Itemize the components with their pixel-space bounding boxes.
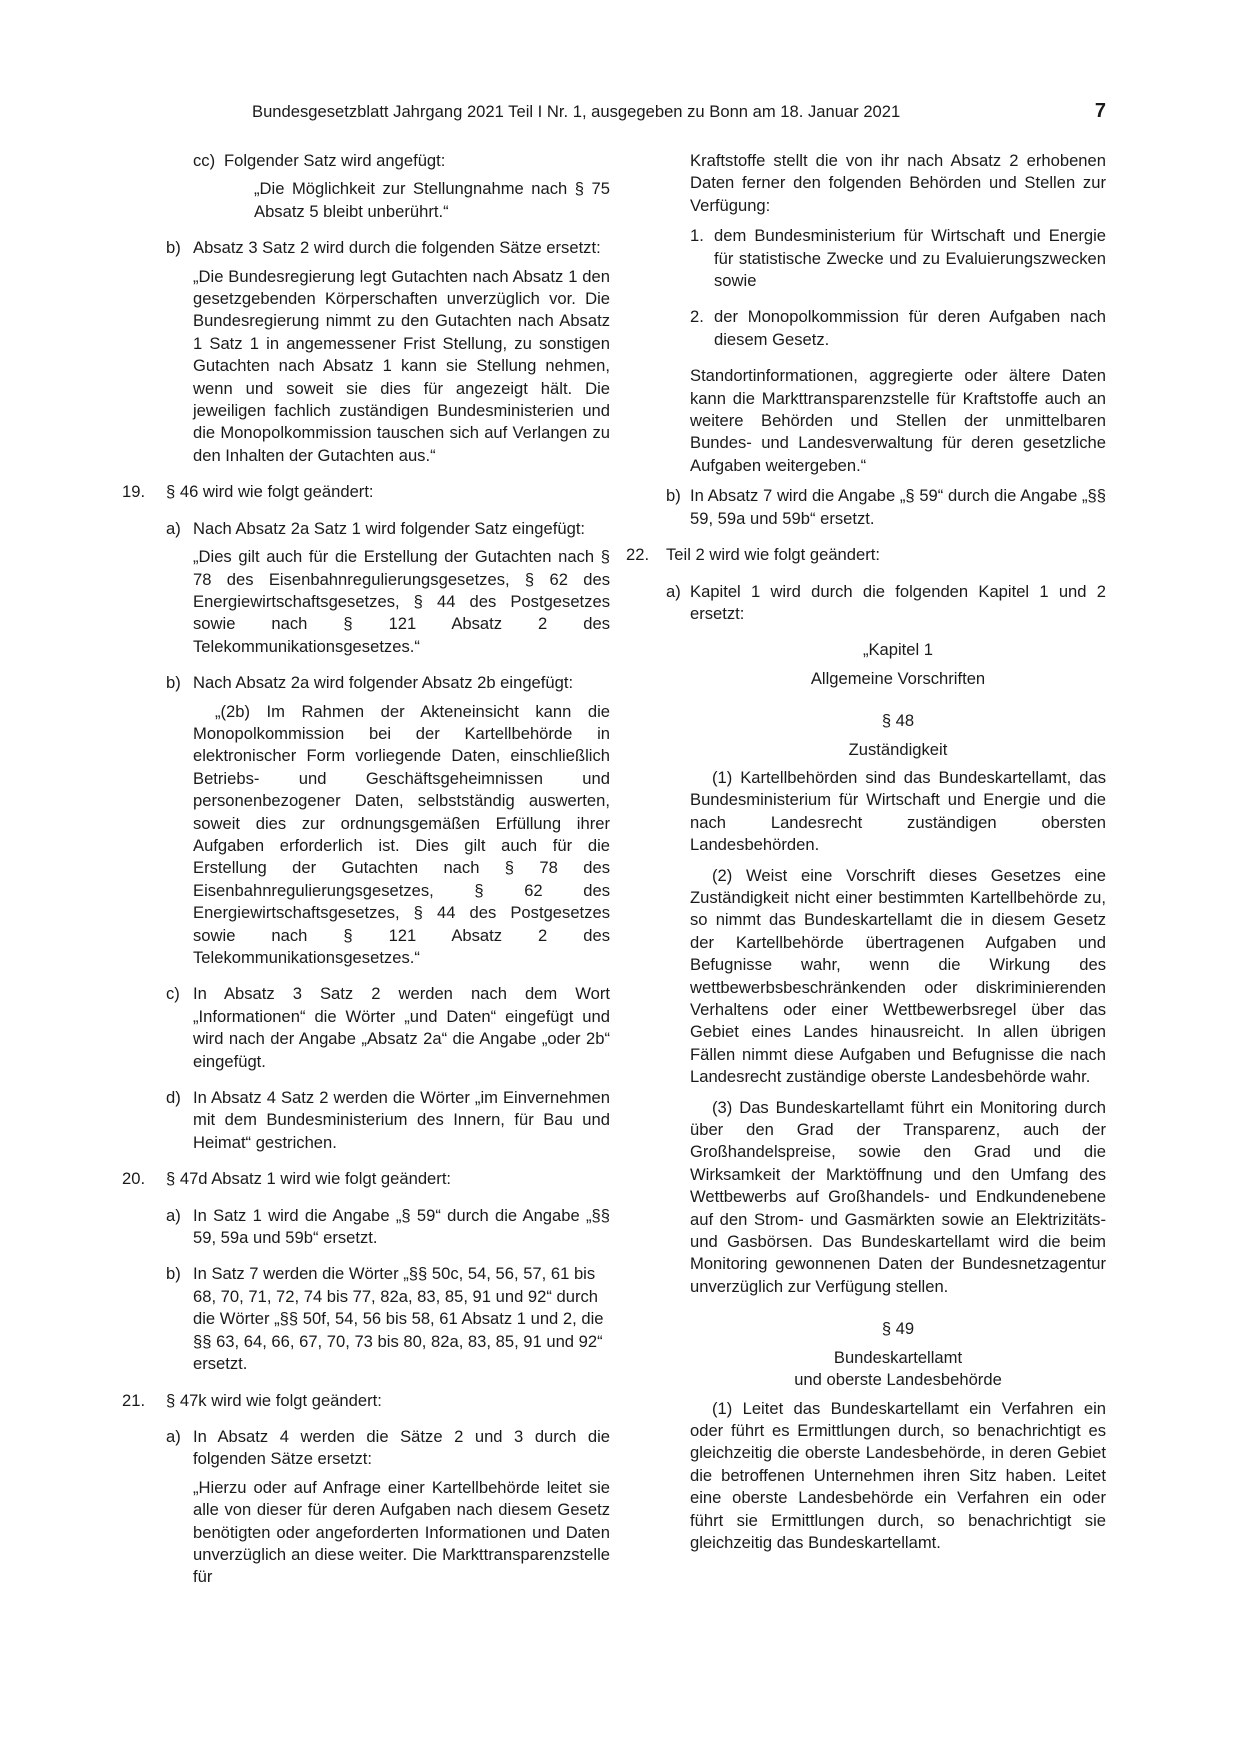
list-item-a-22 xyxy=(626,581,1106,632)
item-label: c) xyxy=(166,984,180,1004)
item-label: 22. xyxy=(626,545,650,565)
list-item-22 xyxy=(626,544,1106,572)
chapter-title: Allgemeine Vorschriften xyxy=(810,668,986,688)
list-item-a-21 xyxy=(122,1426,610,1595)
quote-text: „(2b) Im Rahmen der Akteneinsicht kann die Monopolkommission bei der Kartellbehörde in elektronischer Form vorliegende Daten, einschließlich Betriebs- und Geschäftsgeheimnissen und personenbezogener Daten, selbstständig auswerten, soweit dies zur ordnungsgemäßen Erfüllung ihrer Aufgaben erforderlich ist. Dies gilt auch für die Erstellung der Gutachten nach § 78 des Eisenbahnregulierungsgesetzes, § 62 des Energiewirtschaftsgesetzes, § 44 des Postgesetzes sowie nach § 121 Absatz 2 des Telekommunikationsgesetzes.“ xyxy=(193,701,610,967)
item-label: b) xyxy=(166,238,181,258)
right-column xyxy=(626,150,1106,1562)
item-text: Teil 2 wird wie folgt geändert: xyxy=(666,545,880,565)
item-text: Folgender Satz wird angefügt: xyxy=(224,151,446,170)
chapter-heading: „Kapitel 1 xyxy=(862,640,934,660)
left-column xyxy=(122,150,610,1603)
item-label: 2. xyxy=(690,307,704,327)
section-paragraph: (1) Leitet das Bundeskartellamt ein Verfahren ein oder führt es Ermittlungen durch, so benachrichtigt es gleichzeitig die oberste Landesbehörde, in deren Gebiet die betroffenen Unternehmen ihren Sitz haben. Leitet eine oberste Landesbehörde ein Verfahren ein oder führt sie Ermittlungen durch, so benachrichtigt sie gleichzeitig das Bundeskartellamt. xyxy=(690,1398,1106,1552)
item-label: b) xyxy=(166,1264,181,1284)
inserted-law-text xyxy=(626,639,1106,1554)
item-text: § 46 wird wie folgt geändert: xyxy=(166,482,374,502)
item-text: Nach Absatz 2a wird folgender Absatz 2b eingefügt: xyxy=(193,673,574,693)
item-text: In Absatz 7 wird die Angabe „§ 59“ durch die Angabe „§§ 59, 59a und 59b“ ersetzt. xyxy=(690,486,1106,528)
section-title-line-2: und oberste Landesbehörde xyxy=(794,1370,1002,1390)
list-item-b-20 xyxy=(122,1263,610,1381)
list-item-c-19 xyxy=(122,983,610,1079)
item-label: a) xyxy=(666,581,681,601)
list-item-b-18 xyxy=(122,237,610,473)
header-title: Bundesgesetzblatt Jahrgang 2021 Teil I Nr. 1, ausgegeben zu Bonn am 18. Januar 2021 xyxy=(252,102,901,121)
item-label: 20. xyxy=(122,1169,146,1189)
quote-text: „Die Bundesregierung legt Gutachten nach Absatz 1 den gesetzgebenden Körperschaften unverzüglich vor. Die Bundesregierung nimmt zu den Gutachten nach Absatz 1 Satz 1 in angemessener Frist Stellung, zu sonstigen Gutachten nach Absatz 1 kann sie Stellung nehmen, wenn und soweit sie dies für angezeigt hält. Die jeweiligen fachlich zuständigen Bundesministerien und die Monopolkommission tauschen sich auf Verlangen zu den Inhalten der Gutachten aus.“ xyxy=(193,266,610,465)
quote-text: „Die Möglichkeit zur Stellungnahme nach § 75 Absatz 5 bleibt unberührt.“ xyxy=(254,179,610,221)
item-label: cc) xyxy=(193,151,216,170)
paragraph-standort: Standortinformationen, aggregierte oder ältere Daten kann die Markttransparenzstelle für Kraftstoffe auch an weitere Behörden und Stellen der unmittelbaren Bundes- und Landesverwaltung für deren gesetzliche Aufgaben weitergeben.“ xyxy=(690,366,1106,475)
quote-text: „Hierzu oder auf Anfrage einer Kartellbehörde leitet sie alle von dieser für deren Aufgaben nach diesem Gesetz benötigten oder angeforderten Informationen und Daten unverzüglich an diese weiter. Die Markttransparenzstelle für xyxy=(193,1477,610,1587)
page-header xyxy=(252,100,1106,123)
item-label: 19. xyxy=(122,482,146,502)
item-label: a) xyxy=(166,1205,181,1225)
section-title: Zuständigkeit xyxy=(848,739,948,759)
item-text: dem Bundesministerium für Wirtschaft und Energie für statistische Zwecke und zu Evaluierungszwecken sowie xyxy=(714,226,1106,291)
list-item-a-19 xyxy=(122,518,610,664)
item-text: Kapitel 1 wird durch die folgenden Kapitel 1 und 2 ersetzt: xyxy=(690,581,1106,623)
item-label: b) xyxy=(666,486,681,506)
item-text: In Absatz 4 Satz 2 werden die Wörter „im Einvernehmen mit dem Bundesministerium des Innern, für Bau und Heimat“ gestrichen. xyxy=(193,1088,610,1152)
list-item-cc xyxy=(122,150,610,229)
section-number: § 49 xyxy=(881,1319,915,1339)
section-title-line-1: Bundeskartellamt xyxy=(833,1347,963,1367)
item-text: In Satz 7 werden die Wörter „§§ 50c, 54, 56, 57, 61 bis 68, 70, 71, 72, 74 bis 77, 82a, 83, 85, 91 und 92“ durch die Wörter „§§ 50f, 54, 56 bis 58, 61 Absatz 1 und 2, die §§ 63, 64, 66, 67, 70, 73 bis 80, 82a, 83, 85, 91 und 92“ ersetzt. xyxy=(193,1264,604,1374)
section-paragraph: (1) Kartellbehörden sind das Bundeskartellamt, das Bundesministerium für Wirtschaft und Energie und die nach Landesrecht zuständigen obersten Landesbehörden. xyxy=(690,767,1106,855)
item-text: § 47d Absatz 1 wird wie folgt geändert: xyxy=(166,1169,452,1189)
item-label: d) xyxy=(166,1088,181,1108)
list-item-20 xyxy=(122,1168,610,1196)
list-item-19 xyxy=(122,481,610,509)
list-item-1 xyxy=(626,225,1106,298)
quote-text: „Dies gilt auch für die Erstellung der Gutachten nach § 78 des Eisenbahnregulierungsgesetzes, § 62 des Energiewirtschaftsgesetzes, § 44 des Postgesetzes sowie nach § 121 Absatz 2 des Telekommunikationsgesetzes.“ xyxy=(193,547,610,656)
item-text: § 47k wird wie folgt geändert: xyxy=(166,1390,382,1410)
page-number: 7 xyxy=(1094,100,1106,122)
list-item-21 xyxy=(122,1390,610,1418)
section-paragraph: (2) Weist eine Vorschrift dieses Gesetzes eine Zuständigkeit nicht einer bestimmten Kartellbehörde zu, so nimmt das Bundeskartellamt die in diesem Gesetz der Kartellbehörde übertragenen Aufgaben und Befugnisse wahr, wenn die Wirkung des wettbewerbsbeschränkenden oder diskriminierenden Verhaltens oder einer Wettbewerbsregel über das Gebiet eines Landes hinausreicht. In allen übrigen Fällen nimmt diese Aufgaben und Befugnisse die nach Landesrecht zuständige oberste Landesbehörde wahr. xyxy=(690,865,1106,1087)
quote-continuation: Kraftstoffe stellt die von ihr nach Absatz 2 erhobenen Daten ferner den folgenden Behörden und Stellen zur Verfügung: xyxy=(690,151,1106,215)
item-text: der Monopolkommission für deren Aufgaben nach diesem Gesetz. xyxy=(714,307,1106,349)
item-label: b) xyxy=(166,673,181,693)
list-item-d-19 xyxy=(122,1087,610,1160)
list-item-a-20 xyxy=(122,1205,610,1256)
item-text: In Absatz 3 Satz 2 werden nach dem Wort „Informationen“ die Wörter „und Daten“ eingefügt und wird nach der Angabe „Absatz 2a“ die Angabe „oder 2b“ eingefügt. xyxy=(193,984,610,1071)
item-label: 1. xyxy=(690,226,704,246)
list-item-b-21 xyxy=(626,485,1106,536)
item-label: a) xyxy=(166,518,181,538)
item-text: In Absatz 4 werden die Sätze 2 und 3 durch die folgenden Sätze ersetzt: xyxy=(193,1426,610,1469)
item-label: a) xyxy=(166,1426,181,1446)
item-text: Absatz 3 Satz 2 wird durch die folgenden Sätze ersetzt: xyxy=(193,238,601,258)
section-number: § 48 xyxy=(881,711,915,731)
item-text: In Satz 1 wird die Angabe „§ 59“ durch die Angabe „§§ 59, 59a und 59b“ ersetzt. xyxy=(193,1205,610,1248)
item-text: Nach Absatz 2a Satz 1 wird folgender Satz eingefügt: xyxy=(193,518,586,538)
section-paragraph: (3) Das Bundeskartellamt führt ein Monitoring durch über den Grad der Transparenz, auch der Großhandelspreise, sowie den Grad und die Wirksamkeit der Marktöffnung und den Umfang des Wettbewerbs auf Großhandels- und Endkundenebene auf den Strom- und Gasmärkten sowie an Elektrizitäts- und Gasbörsen. Das Bundeskartellamt wird die beim Monitoring gewonnenen Daten der Bundesnetzagentur unverzüglich zur Verfügung stellen. xyxy=(690,1097,1106,1296)
list-item-2 xyxy=(626,306,1106,357)
list-item-b-19 xyxy=(122,672,610,975)
item-label: 21. xyxy=(122,1390,146,1410)
